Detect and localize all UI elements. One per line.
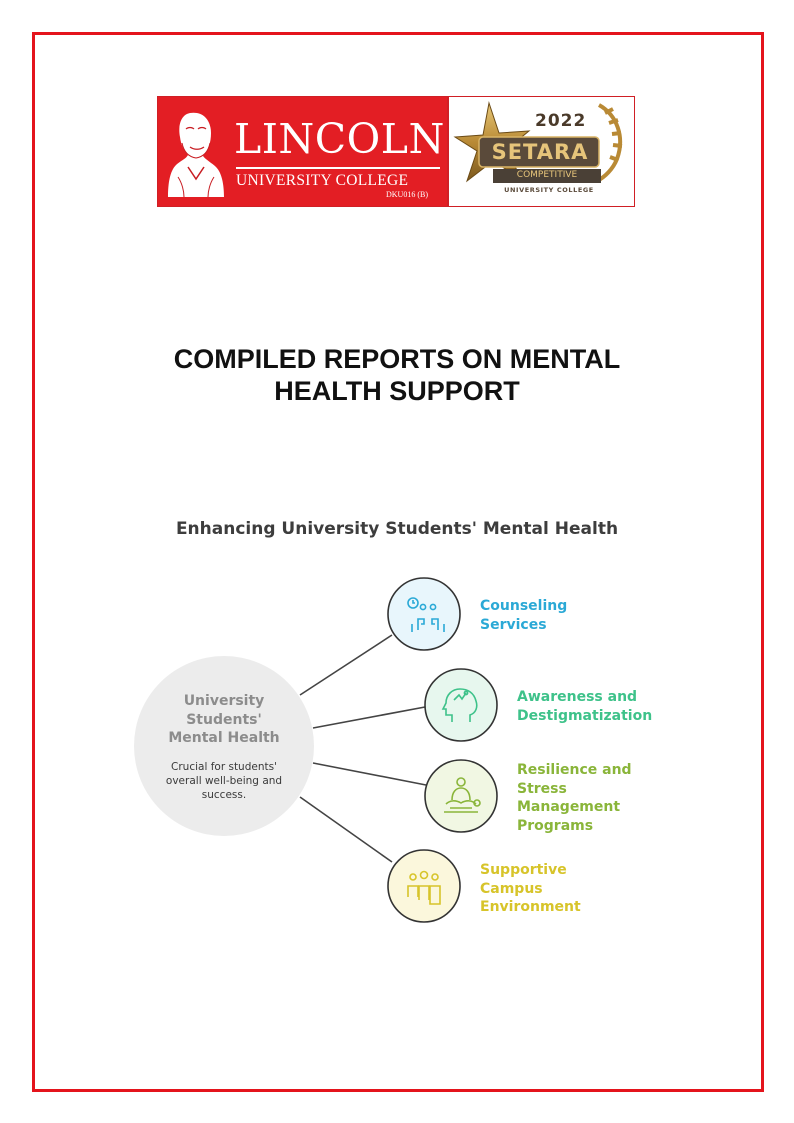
- connector-supportive: [300, 797, 392, 862]
- label-supportive: [480, 861, 581, 917]
- award-year: 2022: [535, 111, 587, 131]
- label-counseling: [480, 597, 567, 634]
- center-node-title: [134, 692, 314, 748]
- center-desc-line-1: Crucial for students': [171, 761, 277, 773]
- label-line: Programs: [517, 817, 594, 834]
- label-line: Management: [517, 799, 621, 815]
- connector-awareness: [313, 707, 425, 728]
- label-line: Stress: [517, 780, 567, 797]
- label-line: Destigmatization: [517, 707, 653, 724]
- logo-name: LINCOLN: [234, 115, 445, 163]
- connector-resilience: [313, 763, 426, 785]
- node-resilience: [425, 760, 497, 832]
- label-line: Campus: [480, 880, 543, 897]
- label-line: Supportive: [480, 862, 567, 878]
- center-desc-line-3: success.: [201, 789, 247, 801]
- center-title-line-3: Mental Health: [168, 730, 280, 746]
- logo-registration: DKU016 (B): [386, 190, 428, 199]
- center-node-description: [144, 760, 304, 802]
- title-line-2: HEALTH SUPPORT: [274, 376, 520, 406]
- label-line: Counseling: [480, 598, 568, 614]
- label-line: Awareness and: [517, 689, 638, 705]
- label-line: Services: [480, 616, 547, 633]
- node-counseling: [388, 578, 460, 650]
- node-awareness: [425, 669, 497, 741]
- center-title-line-2: Students': [186, 711, 262, 728]
- label-awareness: [517, 688, 652, 725]
- title-line-1: COMPILED REPORTS ON MENTAL: [173, 344, 621, 374]
- diagram-title: Enhancing University Students' Mental Health: [175, 519, 619, 539]
- center-title-line-1: University: [183, 693, 265, 709]
- center-desc-line-2: overall well-being and: [165, 775, 283, 787]
- label-line: Environment: [480, 899, 581, 915]
- label-resilience: [517, 761, 632, 835]
- award-category: UNIVERSITY COLLEGE: [504, 186, 594, 194]
- connector-counseling: [300, 635, 392, 695]
- label-line: Resilience and: [517, 762, 632, 778]
- node-supportive: [388, 850, 460, 922]
- logo-subtitle: UNIVERSITY COLLEGE: [236, 172, 409, 189]
- award-name: SETARA: [491, 140, 589, 164]
- award-rating: COMPETITIVE: [516, 170, 578, 180]
